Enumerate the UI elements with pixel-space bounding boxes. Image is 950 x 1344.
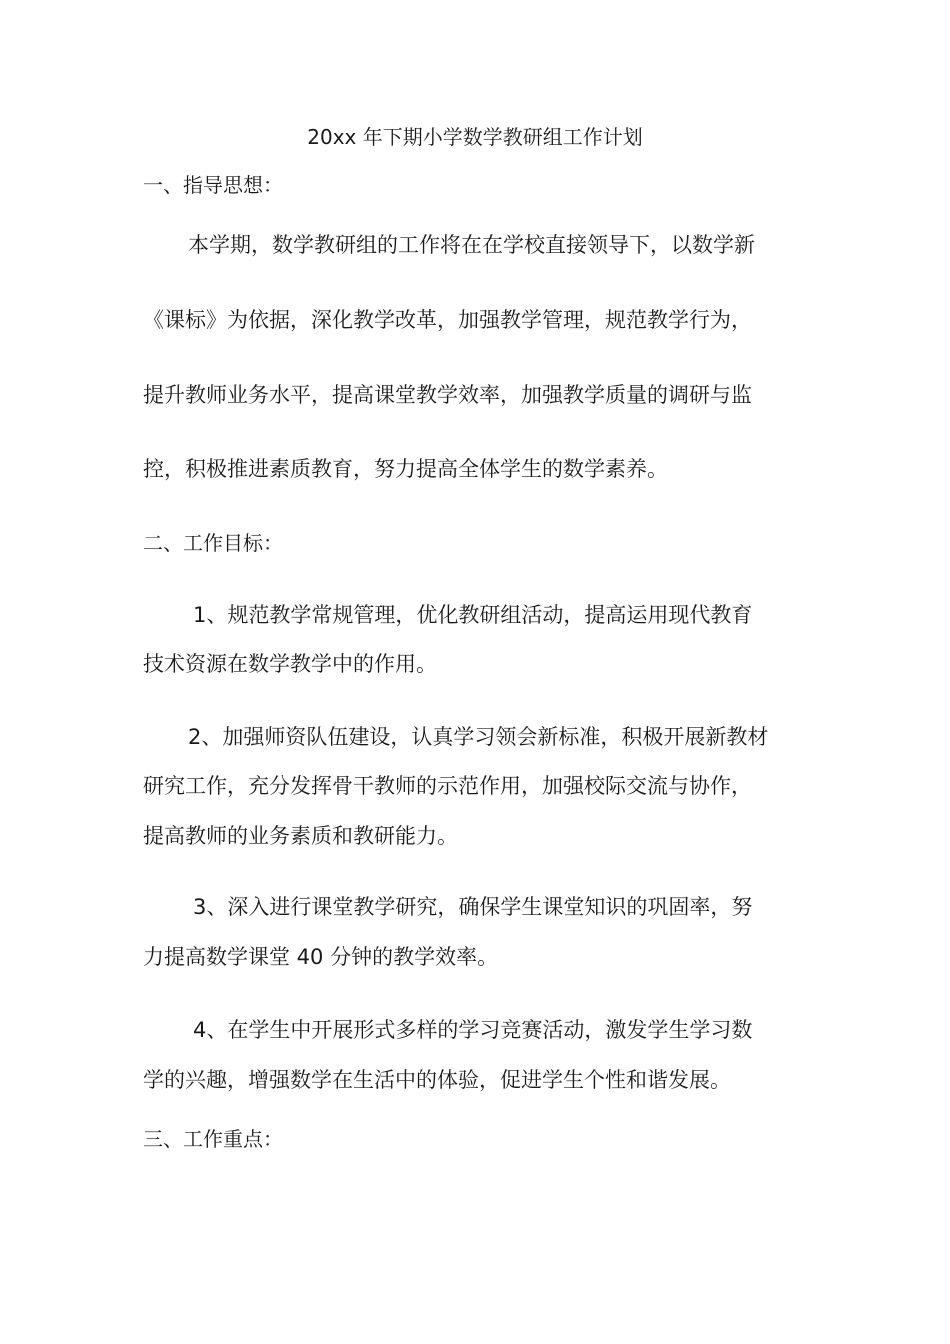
goal-3-line: 力提高数学课堂 40 分钟的教学效率。 <box>143 945 499 969</box>
paragraph-line: 《课标》为依据，深化教学改革，加强教学管理，规范教学行为， <box>143 308 752 332</box>
paragraph-line: 控，积极推进素质教育，努力提高全体学生的数学素养。 <box>143 457 668 481</box>
goal-3-line: 3、深入进行课堂教学研究，确保学生课堂知识的巩固率，努 <box>193 895 753 919</box>
goal-2-line: 2、加强师资队伍建设，认真学习领会新标准，积极开展新教材 <box>188 725 769 749</box>
document-title: 20xx 年下期小学数学教研组工作计划 <box>307 125 643 149</box>
goal-2-line: 提高教师的业务素质和教研能力。 <box>143 824 458 848</box>
section-heading-guiding-thought: 一、指导思想： <box>143 173 283 197</box>
goal-2-line: 研究工作，充分发挥骨干教师的示范作用，加强校际交流与协作， <box>143 774 752 798</box>
paragraph-line: 提升教师业务水平，提高课堂教学效率，加强教学质量的调研与监 <box>143 383 752 407</box>
section-heading-work-focus: 三、工作重点： <box>143 1127 283 1151</box>
paragraph-line: 本学期，数学教研组的工作将在在学校直接领导下，以数学新 <box>188 233 755 257</box>
goal-4-line: 学的兴趣，增强数学在生活中的体验，促进学生个性和谐发展。 <box>143 1068 731 1092</box>
section-heading-work-goals: 二、工作目标： <box>143 531 283 555</box>
goal-1-line: 1、规范教学常规管理，优化教研组活动，提高运用现代教育 <box>193 603 753 627</box>
goal-1-line: 技术资源在数学教学中的作用。 <box>143 652 437 676</box>
goal-4-line: 4、在学生中开展形式多样的学习竞赛活动，激发学生学习数 <box>193 1018 753 1042</box>
